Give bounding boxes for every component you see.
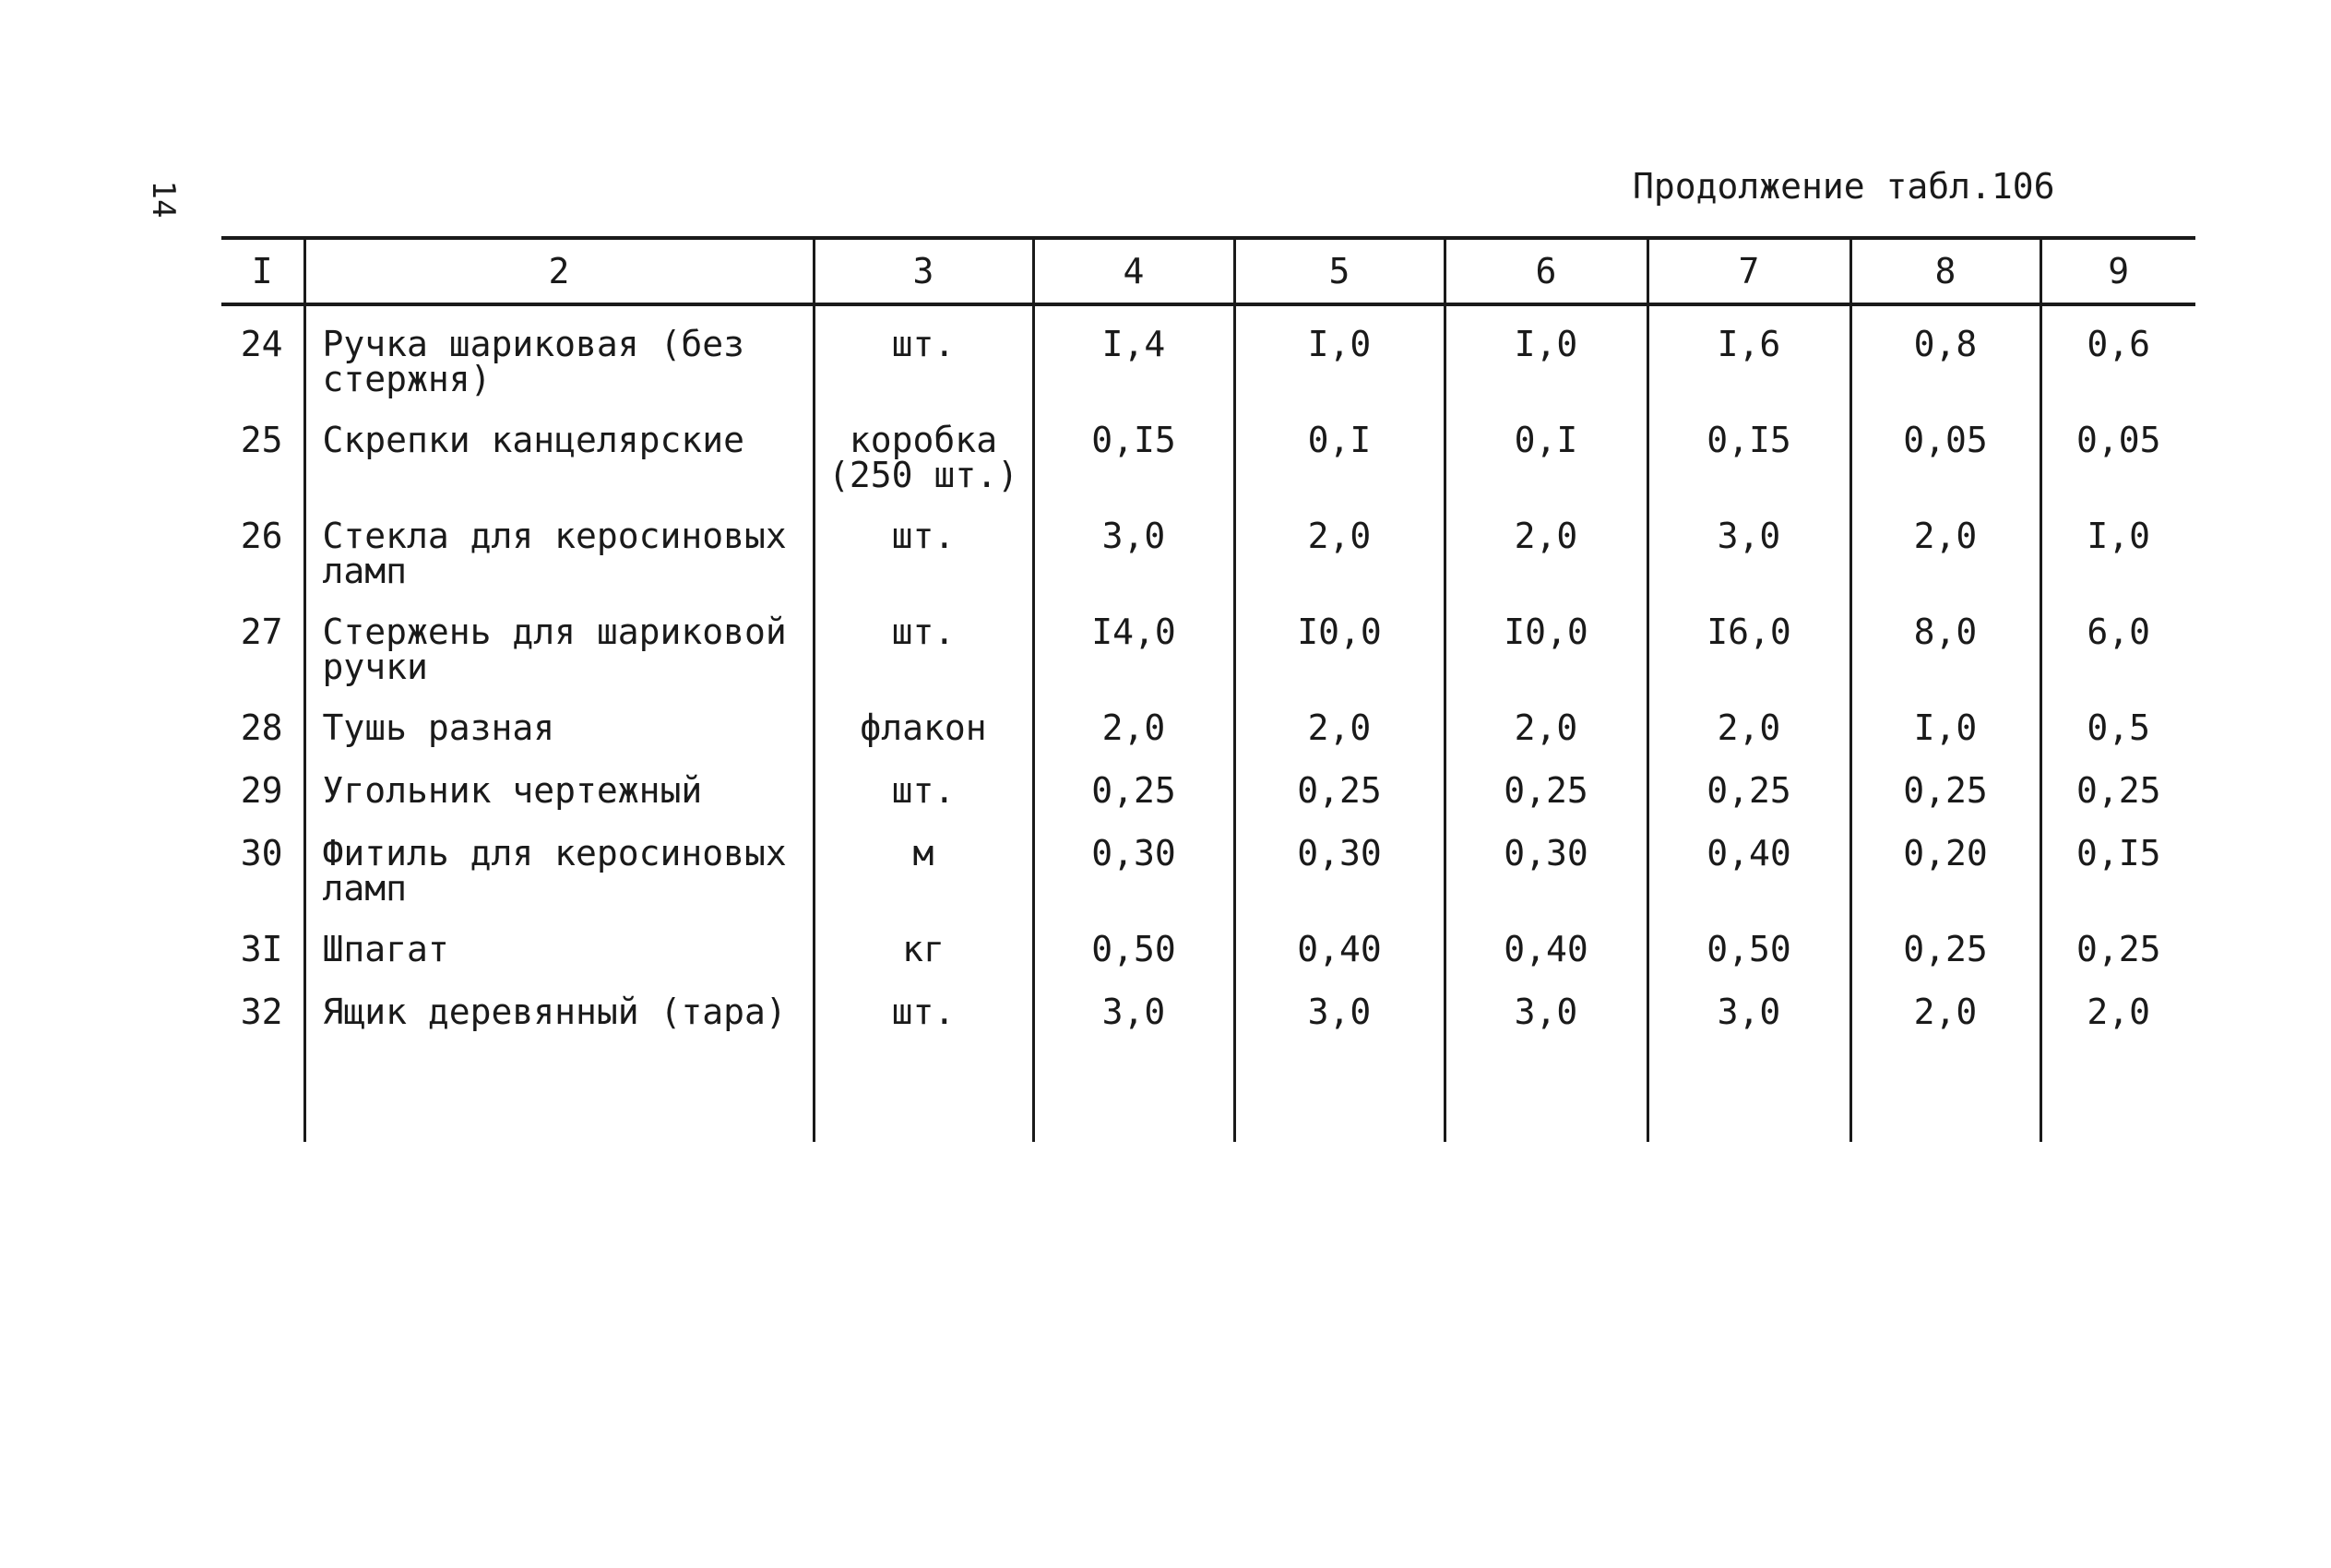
item-unit: флакон: [814, 710, 1033, 773]
value-col-8: 2,0: [1850, 994, 2040, 1057]
value-col-4: 3,0: [1033, 994, 1234, 1057]
column-header: 9: [2040, 238, 2195, 304]
column-header: 3: [814, 238, 1033, 304]
value-col-9: 0,5: [2040, 710, 2195, 773]
empty-cell: [1850, 1057, 2040, 1142]
table-header-row: [221, 238, 2195, 304]
row-number: 27: [240, 612, 283, 652]
table-row: [221, 773, 2195, 836]
value-col-6: 0,I: [1445, 422, 1647, 518]
value-col-6: 2,0: [1445, 518, 1647, 614]
value-col-5: 2,0: [1234, 518, 1445, 614]
empty-cell: [1033, 1057, 1234, 1142]
value-col-7: 3,0: [1647, 994, 1850, 1057]
value-col-5: I0,0: [1234, 614, 1445, 710]
table-row: [221, 614, 2195, 710]
column-header: 2: [304, 238, 814, 304]
value-col-4: 0,30: [1033, 836, 1234, 932]
column-header: I: [221, 238, 304, 304]
empty-cell: [814, 1057, 1033, 1142]
value-col-5: 0,I: [1234, 422, 1445, 518]
column-header: 8: [1850, 238, 2040, 304]
table-row: [221, 994, 2195, 1057]
column-header: 4: [1033, 238, 1234, 304]
row-number: 28: [240, 707, 283, 748]
item-unit: шт.: [814, 304, 1033, 422]
item-name: Ящик деревянный (тара): [304, 994, 814, 1057]
item-unit: шт.: [814, 614, 1033, 710]
value-col-7: 2,0: [1647, 710, 1850, 773]
value-col-7: 3,0: [1647, 518, 1850, 614]
item-unit: шт.: [814, 994, 1033, 1057]
value-col-9: 0,6: [2040, 304, 2195, 422]
item-name: Стекла для керосиновых ламп: [304, 518, 814, 614]
value-col-6: I0,0: [1445, 614, 1647, 710]
row-number: 3I: [240, 929, 283, 969]
value-col-4: I,4: [1033, 304, 1234, 422]
value-col-6: 0,25: [1445, 773, 1647, 836]
value-col-7: 0,40: [1647, 836, 1850, 932]
value-col-8: 8,0: [1850, 614, 2040, 710]
value-col-8: 0,05: [1850, 422, 2040, 518]
item-unit: шт.: [814, 773, 1033, 836]
value-col-9: 0,25: [2040, 932, 2195, 994]
value-col-4: 0,50: [1033, 932, 1234, 994]
value-col-5: 2,0: [1234, 710, 1445, 773]
value-col-4: 2,0: [1033, 710, 1234, 773]
item-name: Скрепки канцелярские: [304, 422, 814, 518]
value-col-8: 0,25: [1850, 932, 2040, 994]
item-name: Тушь разная: [304, 710, 814, 773]
empty-cell: [304, 1057, 814, 1142]
value-col-7: 0,I5: [1647, 422, 1850, 518]
value-col-9: 0,I5: [2040, 836, 2195, 932]
empty-cell: [1647, 1057, 1850, 1142]
value-col-4: 0,I5: [1033, 422, 1234, 518]
value-col-9: 2,0: [2040, 994, 2195, 1057]
value-col-6: 0,30: [1445, 836, 1647, 932]
value-col-5: 0,40: [1234, 932, 1445, 994]
value-col-5: 0,30: [1234, 836, 1445, 932]
item-name: Ручка шариковая (без стержня): [304, 304, 814, 422]
page-number: 14: [145, 180, 182, 219]
value-col-6: I,0: [1445, 304, 1647, 422]
value-col-6: 0,40: [1445, 932, 1647, 994]
value-col-8: 0,8: [1850, 304, 2040, 422]
table-row: [221, 836, 2195, 932]
value-col-9: 6,0: [2040, 614, 2195, 710]
value-col-5: I,0: [1234, 304, 1445, 422]
table-row: [221, 710, 2195, 773]
value-col-9: 0,25: [2040, 773, 2195, 836]
item-unit: шт.: [814, 518, 1033, 614]
value-col-8: 0,20: [1850, 836, 2040, 932]
item-name: Шпагат: [304, 932, 814, 994]
column-header: 7: [1647, 238, 1850, 304]
row-number: 24: [240, 324, 283, 364]
table-row: [221, 932, 2195, 994]
value-col-8: 2,0: [1850, 518, 2040, 614]
value-col-9: I,0: [2040, 518, 2195, 614]
value-col-4: 0,25: [1033, 773, 1234, 836]
item-unit: коробка (250 шт.): [814, 422, 1033, 518]
value-col-7: 0,25: [1647, 773, 1850, 836]
row-number: 32: [240, 992, 283, 1032]
row-number: 25: [240, 420, 283, 460]
table-row: [221, 518, 2195, 614]
value-col-4: 3,0: [1033, 518, 1234, 614]
item-name: Стержень для шариковой ручки: [304, 614, 814, 710]
row-number: 30: [240, 833, 283, 873]
empty-cell: [1445, 1057, 1647, 1142]
table-continuation-label: Продолжение табл.106: [1633, 166, 2055, 207]
row-number: 29: [240, 770, 283, 811]
row-number: 26: [240, 516, 283, 556]
table-empty-row: [221, 1057, 2195, 1142]
item-name: Фитиль для керосиновых ламп: [304, 836, 814, 932]
value-col-8: I,0: [1850, 710, 2040, 773]
value-col-6: 3,0: [1445, 994, 1647, 1057]
norms-table: [221, 236, 2195, 1142]
value-col-5: 0,25: [1234, 773, 1445, 836]
value-col-9: 0,05: [2040, 422, 2195, 518]
value-col-8: 0,25: [1850, 773, 2040, 836]
item-name: Угольник чертежный: [304, 773, 814, 836]
table-row: [221, 304, 2195, 422]
table-row: [221, 422, 2195, 518]
value-col-4: I4,0: [1033, 614, 1234, 710]
value-col-7: I6,0: [1647, 614, 1850, 710]
item-unit: кг: [814, 932, 1033, 994]
value-col-6: 2,0: [1445, 710, 1647, 773]
value-col-7: I,6: [1647, 304, 1850, 422]
empty-cell: [1234, 1057, 1445, 1142]
value-col-5: 3,0: [1234, 994, 1445, 1057]
empty-cell: [2040, 1057, 2195, 1142]
value-col-7: 0,50: [1647, 932, 1850, 994]
item-unit: м: [814, 836, 1033, 932]
column-header: 6: [1445, 238, 1647, 304]
column-header: 5: [1234, 238, 1445, 304]
empty-cell: [221, 1057, 304, 1142]
